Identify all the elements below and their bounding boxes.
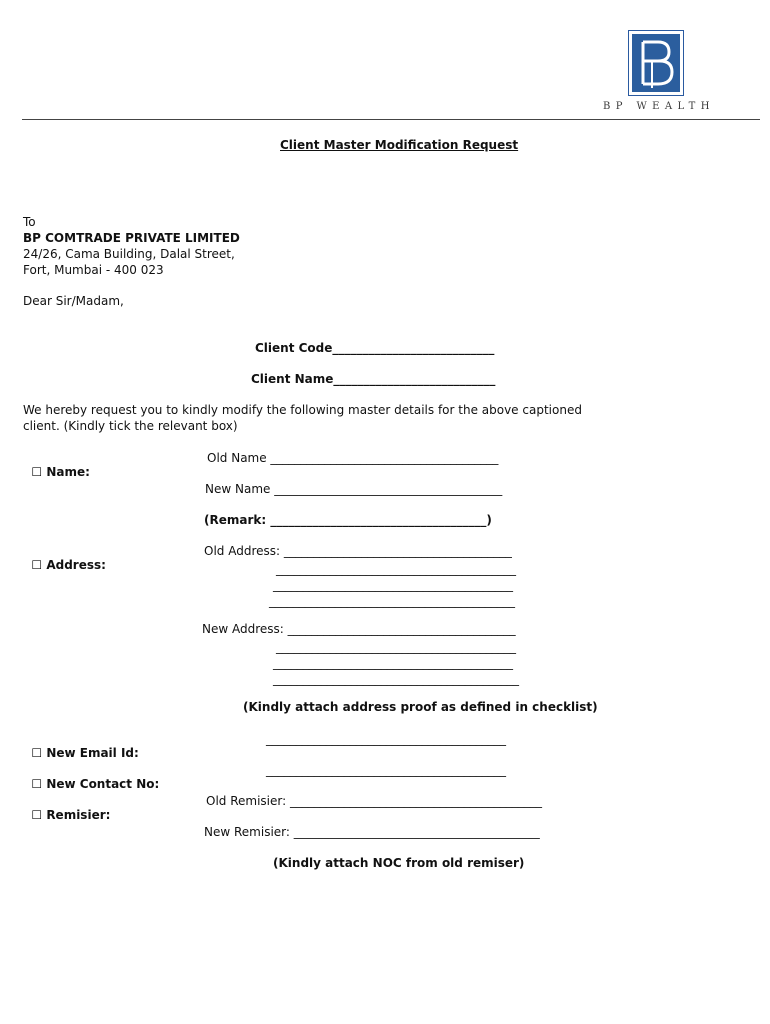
address-proof-note: (Kindly attach address proof as defined in checklist) xyxy=(243,700,598,714)
address-label: Address: xyxy=(46,558,106,572)
logo-wordmark: BP WEALTH xyxy=(603,101,715,112)
new-address-field[interactable]: New Address: ______________________________________ xyxy=(202,622,516,636)
checkbox-icon[interactable]: ☐ xyxy=(31,558,43,572)
header-divider xyxy=(22,119,760,120)
bp-monogram-icon xyxy=(632,34,680,92)
old-remisier-field[interactable]: Old Remisier: __________________________________________ xyxy=(206,794,542,808)
email-option[interactable] xyxy=(23,732,139,760)
client-code-field[interactable]: Client Code___________________________ xyxy=(255,341,495,355)
new-remisier-field[interactable]: New Remisier: _________________________________________ xyxy=(204,825,540,839)
new-address-line[interactable]: _________________________________________ xyxy=(273,672,519,686)
noc-note: (Kindly attach NOC from old remiser) xyxy=(273,856,525,870)
new-address-line[interactable]: ________________________________________ xyxy=(276,640,516,654)
addressee-to: To xyxy=(23,215,36,229)
new-email-field[interactable]: ________________________________________ xyxy=(266,732,506,746)
name-option[interactable] xyxy=(23,451,90,479)
checkbox-icon[interactable]: ☐ xyxy=(31,808,43,822)
name-label: Name: xyxy=(46,465,90,479)
old-address-line[interactable]: _________________________________________ xyxy=(269,594,515,608)
addressee-line1: 24/26, Cama Building, Dalal Street, xyxy=(23,247,235,261)
old-name-field[interactable]: Old Name ______________________________________ xyxy=(207,451,499,465)
email-label: New Email Id: xyxy=(46,746,139,760)
new-contact-field[interactable]: ________________________________________ xyxy=(266,763,506,777)
contact-label: New Contact No: xyxy=(46,777,160,791)
checkbox-icon[interactable]: ☐ xyxy=(31,777,43,791)
old-address-field[interactable]: Old Address: ______________________________________ xyxy=(204,544,512,558)
new-address-line[interactable]: ________________________________________ xyxy=(273,656,513,670)
new-name-field[interactable]: New Name ______________________________________ xyxy=(205,482,503,496)
addressee-company: BP COMTRADE PRIVATE LIMITED xyxy=(23,231,240,245)
checkbox-icon[interactable]: ☐ xyxy=(31,746,43,760)
remisier-option[interactable] xyxy=(23,794,110,822)
old-address-line[interactable]: ________________________________________ xyxy=(273,578,513,592)
request-text-line2: client. (Kindly tick the relevant box) xyxy=(23,419,238,433)
remark-field[interactable]: (Remark: ____________________________________) xyxy=(204,513,492,527)
logo-mark xyxy=(632,34,680,92)
request-text-line1: We hereby request you to kindly modify the following master details for the above captioned xyxy=(23,403,582,417)
contact-option[interactable] xyxy=(23,763,159,791)
checkbox-icon[interactable]: ☐ xyxy=(31,465,43,479)
addressee-line2: Fort, Mumbai - 400 023 xyxy=(23,263,164,277)
address-option[interactable] xyxy=(23,544,106,572)
remisier-label: Remisier: xyxy=(46,808,111,822)
client-name-field[interactable]: Client Name___________________________ xyxy=(251,372,496,386)
old-address-line[interactable]: ________________________________________ xyxy=(276,562,516,576)
bp-wealth-logo xyxy=(628,30,684,96)
page-title: Client Master Modification Request xyxy=(280,138,519,152)
salutation: Dear Sir/Madam, xyxy=(23,294,124,308)
